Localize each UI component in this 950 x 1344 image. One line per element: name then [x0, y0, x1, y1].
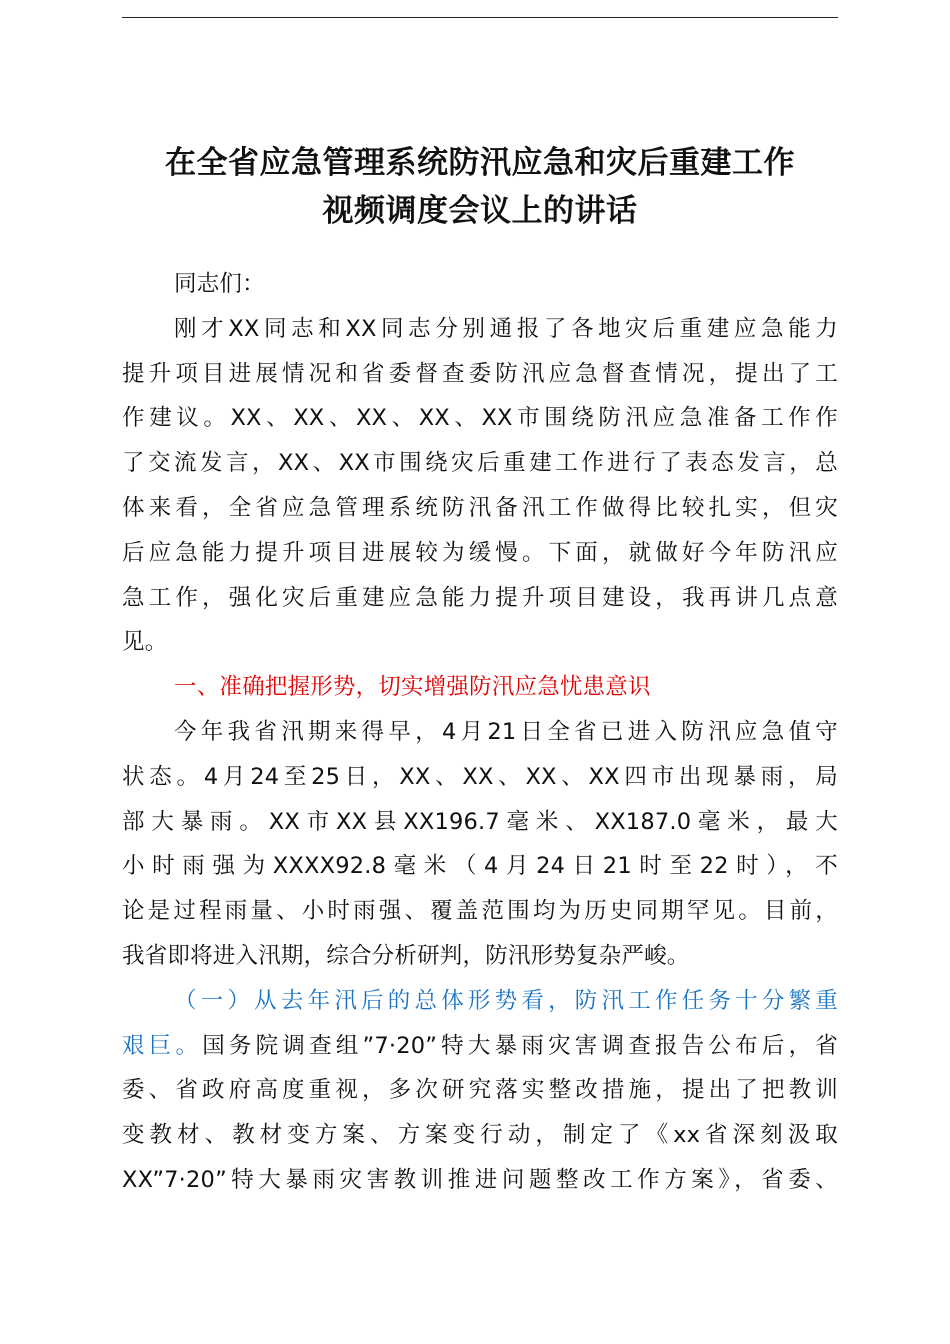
paragraph-1-line: 了交流发言，XX、XX市围绕灾后重建工作进行了表态发言，总	[122, 450, 838, 477]
paragraph-1-line: 刚才XX同志和XX同志分别通报了各地灾后重建应急能力	[174, 315, 838, 342]
paragraph-1-line: 提升项目进展情况和省委督查委防汛应急督查情况，提出了工	[122, 360, 838, 387]
title-line-2: 视频调度会议上的讲话	[322, 193, 638, 229]
paragraph-1-line: 急工作，强化灾后重建应急能力提升项目建设，我再讲几点意	[122, 584, 838, 611]
paragraph-1-line: 见。	[122, 629, 168, 656]
salutation: 同志们：	[174, 271, 265, 297]
paragraph-1-line: 后应急能力提升项目进展较为缓慢。下面，就做好今年防汛应	[122, 539, 838, 566]
paragraph-1-line: 体来看，全省应急管理系统防汛备汛工作做得比较扎实，但灾	[122, 494, 838, 521]
document-body	[122, 262, 838, 1203]
paragraph-3-line: XX”7·20”特大暴雨灾害教训推进问题整改工作方案》，省委、	[122, 1166, 838, 1193]
paragraph-3-line: 委、省政府高度重视，多次研究落实整改措施，提出了把教训	[122, 1077, 838, 1104]
section-heading-1: 一、准确把握形势，切实增强防汛应急忧患意识	[174, 674, 651, 701]
paragraph-2-line: 今年我省汛期来得早，4月21日全省已进入防汛应急值守	[174, 718, 838, 745]
paragraph-2-line: 论是过程雨量、小时雨强、覆盖范围均为历史同期罕见。目前，	[122, 898, 838, 925]
paragraph-3-first-line	[122, 1024, 838, 1069]
title-line-1: 在全省应急管理系统防汛应急和灾后重建工作	[165, 145, 795, 181]
paragraph-2-line: 状态。4月24至25日，XX、XX、XX、XX四市出现暴雨，局	[122, 763, 838, 790]
paragraph-2-line: 小时雨强为XXXX92.8毫米（4月24日21时至22时），不	[122, 853, 838, 880]
paragraph-3-first-text: 国务院调查组”7·20”特大暴雨灾害调查报告公布后，省	[202, 1032, 839, 1059]
header-rule	[122, 17, 838, 18]
paragraph-3-line: 变教材、教材变方案、方案变行动，制定了《xx省深刻汲取	[122, 1122, 838, 1149]
paragraph-2-line: 我省即将进入汛期，综合分析研判，防汛形势复杂严峻。	[122, 942, 690, 969]
paragraph-1-line: 作建议。XX、XX、XX、XX、XX市围绕防汛应急准备工作作	[122, 405, 838, 432]
paragraph-2-line: 部大暴雨。XX市XX县XX196.7毫米、XX187.0毫米，最大	[122, 808, 838, 835]
subheading-1-line-1: （一）从去年汛后的总体形势看，防汛工作任务十分繁重	[174, 987, 838, 1014]
subheading-1-line-2: 艰巨。	[122, 1032, 203, 1059]
document-title	[110, 139, 850, 235]
